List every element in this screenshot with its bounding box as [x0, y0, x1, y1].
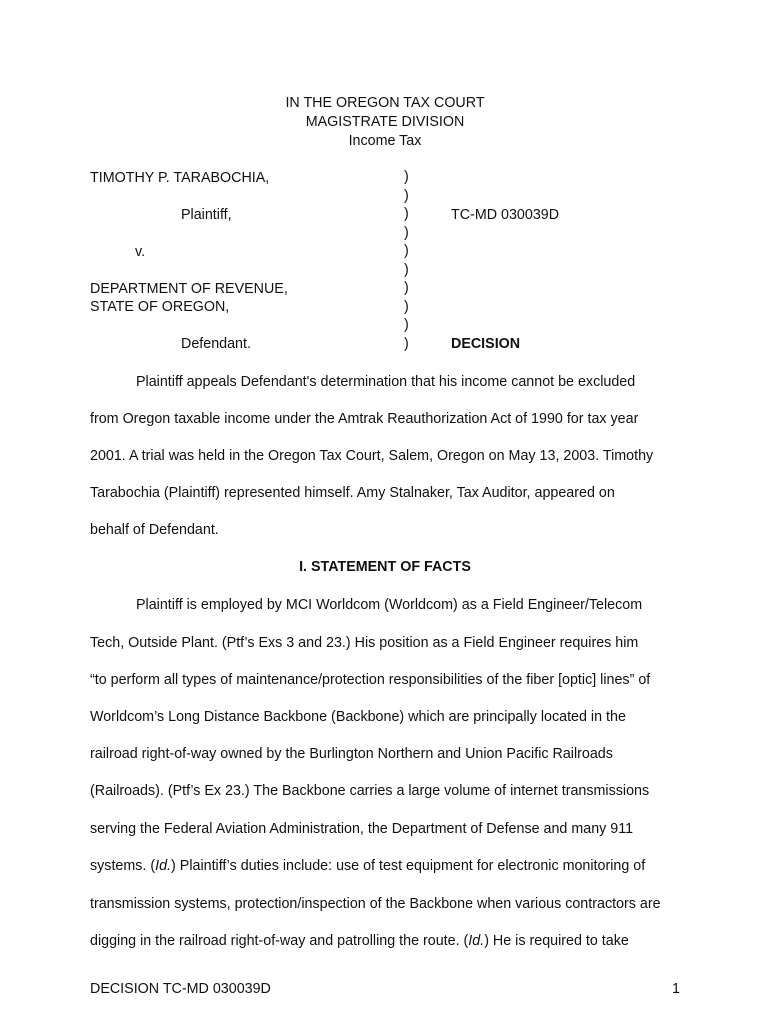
paragraph-line	[90, 932, 629, 950]
paren: )	[404, 261, 409, 278]
text-segment: systems. (	[90, 858, 156, 874]
text-segment: ) He is required to take	[484, 933, 629, 949]
paragraph-line: 2001. A trial was held in the Oregon Tax Court, Salem, Oregon on May 13, 2003. Timothy	[90, 448, 654, 464]
paren: )	[404, 243, 409, 259]
case-number: TC-MD 030039D	[451, 207, 560, 223]
citation-id: Id.	[468, 933, 485, 949]
division-name: MAGISTRATE DIVISION	[305, 114, 465, 130]
page-number: 1	[672, 981, 680, 997]
paragraph-line: from Oregon taxable income under the Amtrak Reauthorization Act of 1990 for tax year	[90, 411, 639, 427]
paragraph-line: transmission systems, protection/inspection of the Backbone when various contractors are	[90, 896, 661, 912]
paren: )	[404, 224, 409, 241]
paren: )	[404, 298, 409, 315]
paragraph-line: “to perform all types of maintenance/protection responsibilities of the fiber [optic] lines” of	[90, 672, 651, 688]
paragraph-line: behalf of Defendant.	[90, 522, 219, 538]
text-segment: ) Plaintiff’s duties include: use of test equipment for electronic monitoring of	[171, 858, 646, 874]
paren: )	[404, 187, 409, 204]
paragraph-line: Worldcom’s Long Distance Backbone (Backbone) which are principally located in the	[90, 709, 626, 725]
paren: )	[404, 317, 409, 333]
paragraph-line: Tarabochia (Plaintiff) represented himself. Amy Stalnaker, Tax Auditor, appeared on	[90, 485, 615, 501]
paren: )	[404, 206, 409, 222]
paragraph-line: serving the Federal Aviation Administration, the Department of Defense and many 911	[90, 821, 634, 837]
paragraph-line: Plaintiff appeals Defendant's determination that his income cannot be excluded	[136, 374, 636, 390]
plaintiff-name: TIMOTHY P. TARABOCHIA,	[90, 170, 270, 186]
tax-type: Income Tax	[348, 133, 422, 149]
paragraph-line: (Railroads). (Ptf’s Ex 23.) The Backbone carries a large volume of internet transmissions	[90, 783, 650, 799]
court-name: IN THE OREGON TAX COURT	[285, 95, 485, 111]
section-heading: I. STATEMENT OF FACTS	[299, 559, 471, 575]
defendant-line-2: STATE OF OREGON,	[90, 299, 230, 315]
paragraph-line: railroad right-of-way owned by the Burlington Northern and Union Pacific Railroads	[90, 746, 613, 762]
text-segment: digging in the railroad right-of-way and patrolling the route. (	[90, 933, 469, 949]
paren: )	[404, 280, 409, 296]
citation-id: Id.	[155, 858, 172, 874]
paragraph-line	[90, 857, 645, 875]
defendant-line-1: DEPARTMENT OF REVENUE,	[90, 281, 288, 297]
defendant-role: Defendant.	[181, 336, 251, 352]
footer-label: DECISION TC-MD 030039D	[90, 981, 271, 997]
paren: )	[404, 335, 409, 352]
paren: )	[404, 169, 409, 185]
paragraph-line: Tech, Outside Plant. (Ptf’s Exs 3 and 23.) His position as a Field Engineer requires him	[90, 635, 639, 651]
paragraph-line: Plaintiff is employed by MCI Worldcom (Worldcom) as a Field Engineer/Telecom	[136, 597, 643, 613]
versus: v.	[135, 244, 146, 260]
document-type: DECISION	[451, 336, 521, 352]
plaintiff-role: Plaintiff,	[181, 207, 232, 223]
